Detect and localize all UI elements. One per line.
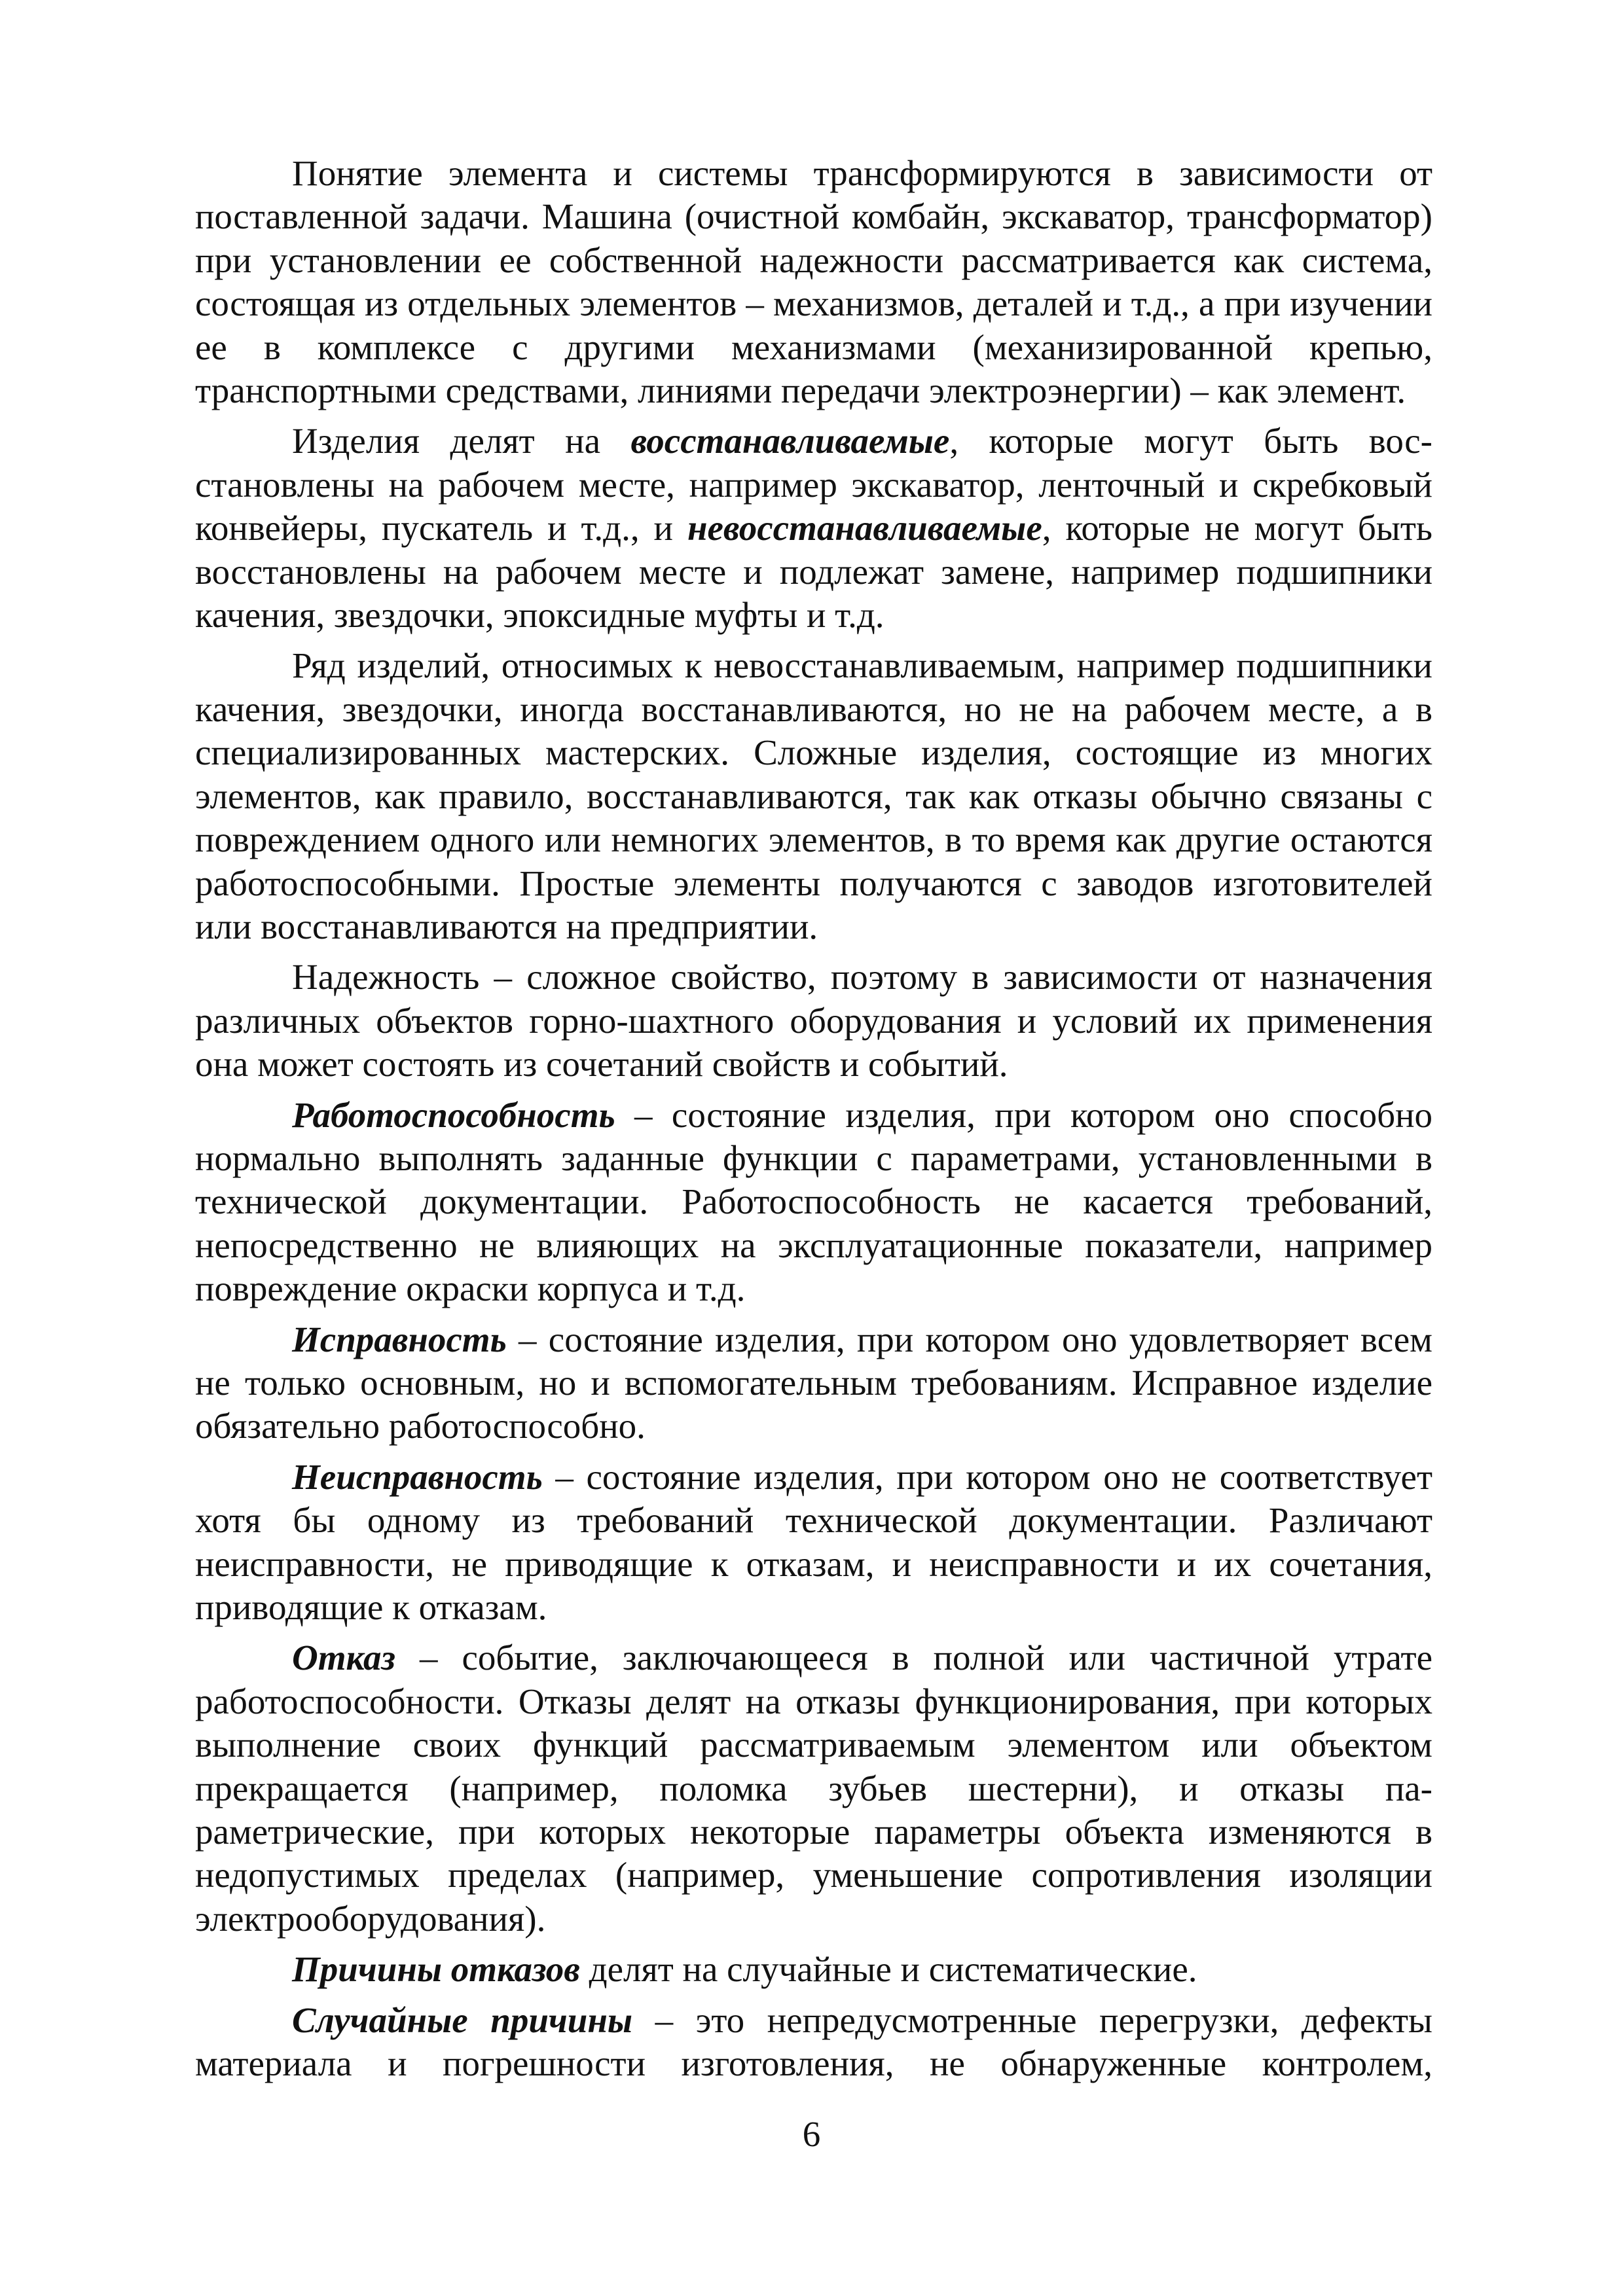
page-number: 6	[802, 2114, 821, 2154]
paragraph-text: – состояние изделия, при котором оно способно нормально выполнять заданные функции с параметрами, установленными в технической документации. Работоспособность не касается требований, непосредственно не влияющих на эксплуатационные показатели, например повреждение окраски корпуса и т.д.	[195, 1094, 1432, 1309]
paragraph-text: делят на случайные и систематические.	[579, 1949, 1197, 1990]
paragraph-text: , которые не могут быть восстановлены на рабочем месте и подлежат замене, например подшипники качения, звездочки, эпоксидные муфты и т.д.	[195, 508, 1432, 636]
paragraph-text: – это непредусмотренные перегрузки, дефекты материала и погрешности изготовления, не обнаруженные контролем,	[195, 2000, 1432, 2084]
paragraph-text: – событие, заключающееся в полной или частичной утрате работоспособности. Отказы делят на отказы функционирования, при которых выполнение своих функций рассматриваемым элементом или объектом прекращается (например, поломка зубьев шестерни), и отказы параметрические, при которых некоторые параметры объекта изменяются в недопустимых пределах (например, уменьшение сопротивления изоляции электрооборудования).	[195, 1638, 1432, 1939]
paragraph-text: Понятие элемента и системы трансформируются в зависимости от поставленной задачи. Машина (очистной комбайн, экскаватор, трансформатор) при установлении ее собственной надежности рассматривается как система, состоящая из отдельных элементов – механизмов, деталей и т.д., а при изучении ее в комплексе с другими механизмами (механизированной крепью, транспортными средствами, линиями передачи электроэнергии) – как элемент.	[195, 153, 1432, 411]
paragraph-text: Изделия делят на	[292, 421, 631, 461]
defined-term: восстанавливаемые	[630, 421, 950, 461]
paragraph	[195, 1318, 1432, 1448]
defined-term: Исправность	[292, 1319, 507, 1359]
defined-term: Работоспособность	[292, 1094, 615, 1135]
body-text	[195, 152, 1432, 2092]
paragraph	[195, 420, 1432, 637]
defined-term: Причины отказов	[292, 1949, 580, 1990]
defined-term: Отказ	[292, 1638, 395, 1678]
defined-term: Неисправность	[292, 1456, 543, 1497]
paragraph-text: , которые могут быть восстановлены на рабочем месте, например экскаватор, ленточный и скребковый конвейеры, пускатель и т.д., и	[195, 421, 1432, 548]
paragraph	[195, 1094, 1432, 1311]
paragraph	[195, 1456, 1432, 1630]
paragraph	[195, 956, 1432, 1086]
paragraph-text: – состояние изделия, при котором оно не соответствует хотя бы одному из требований технической документации. Различают неисправности, не приводящие к отказам, и неисправности и их сочетания, приводящие к отказам.	[195, 1456, 1432, 1627]
paragraph	[195, 1948, 1432, 1991]
defined-term: невосстанавливаемые	[687, 508, 1042, 548]
paragraph	[195, 1999, 1432, 2086]
paragraph	[195, 1636, 1432, 1941]
paragraph-text: Ряд изделий, относимых к невосстанавливаемым, например подшипники качения, звездочки, иногда восстанавливаются, но не на рабочем месте, а в специализированных мастерских. Сложные изделия, состоящие из многих элементов, как правило, восстанавливаются, так как отказы обычно связаны с повреждением одного или немногих элементов, в то время как другие остаются работоспособными. Простые элементы получаются с заводов изготовителей или восстанавливаются на предприятии.	[195, 645, 1432, 946]
defined-term: Случайные причины	[292, 2000, 633, 2040]
paragraph-text: – состояние изделия, при котором оно удовлетворяет всем не только основным, но и вспомогательным требованиям. Исправное изделие обязательно работоспособно.	[195, 1319, 1432, 1446]
paragraph	[195, 152, 1432, 412]
paragraph	[195, 644, 1432, 948]
paragraph-text: Надежность – сложное свойство, поэтому в зависимости от назначения различных объектов горно-шахтного оборудования и условий их применения она может состоять из сочетаний свойств и событий.	[195, 957, 1432, 1085]
